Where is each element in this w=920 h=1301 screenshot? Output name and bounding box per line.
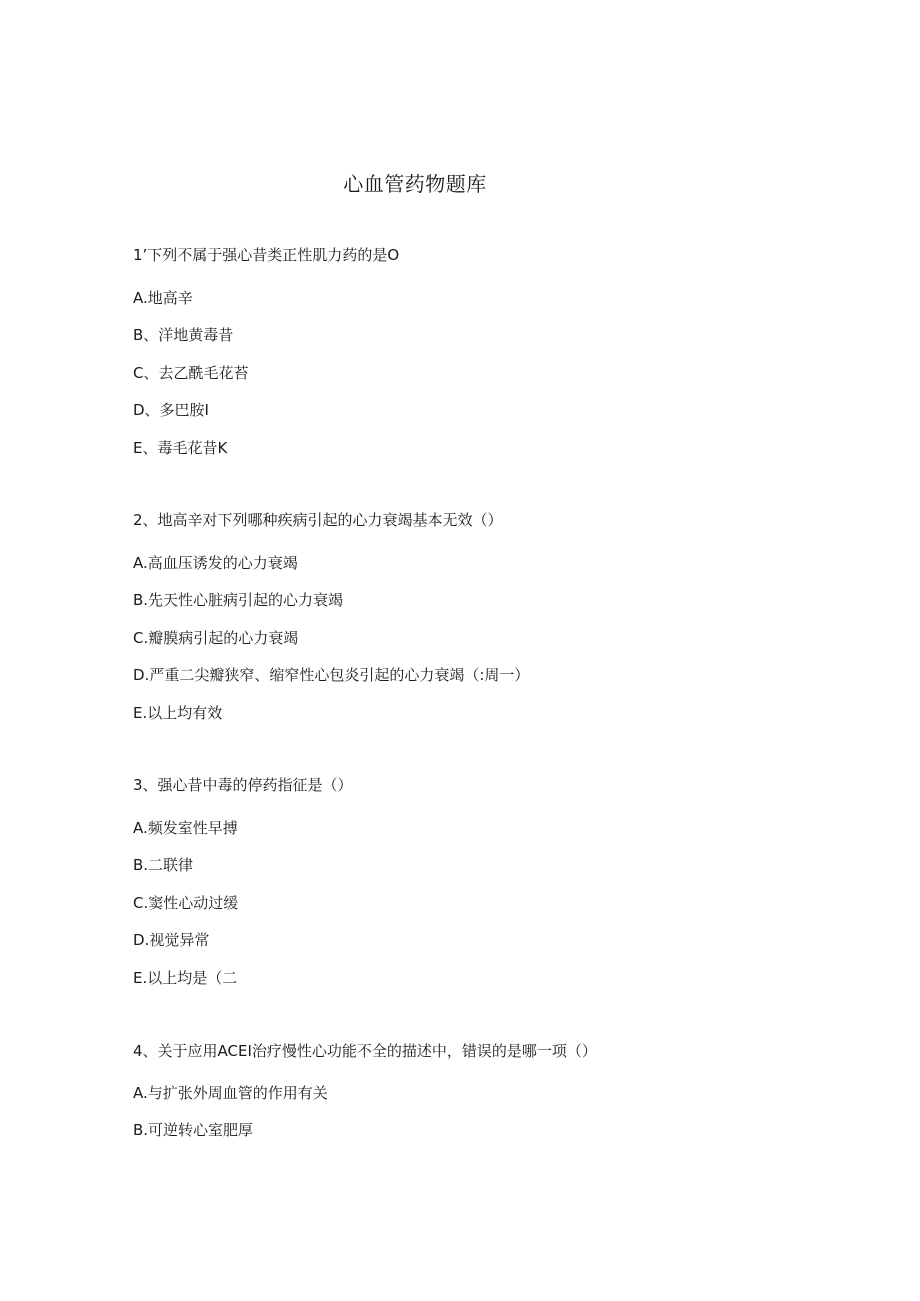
- question-2-option-e: E.以上均有效: [133, 704, 223, 722]
- question-4-option-b: B.可逆转心室肥厚: [133, 1121, 254, 1139]
- question-2-option-d: D.严重二尖瓣狭窄、缩窄性心包炎引起的心力衰竭（:周一）: [133, 666, 530, 684]
- question-1-option-c: C、去乙酰毛花苔: [133, 364, 249, 382]
- question-1-option-e: E、毒毛花昔K: [133, 439, 228, 457]
- question-1-option-b: B、洋地黄毒昔: [133, 326, 234, 344]
- page-title: 心血管药物题库: [343, 172, 487, 196]
- question-1-stem: 1’下列不属于强心昔类正性肌力药的是O: [133, 246, 400, 264]
- question-3-option-e: E.以上均是（二: [133, 969, 238, 987]
- question-3-option-b: B.二联律: [133, 856, 194, 874]
- question-3-option-a: A.频发室性早搏: [133, 819, 238, 837]
- question-3-option-d: D.视觉异常: [133, 931, 210, 949]
- question-1-option-a: A.地高辛: [133, 289, 193, 307]
- question-2-option-a: A.高血压诱发的心力衰竭: [133, 554, 298, 572]
- question-2-stem: 2、地高辛对下列哪种疾病引起的心力衰竭基本无效（）: [133, 511, 503, 529]
- question-4-option-a: A.与扩张外周血管的作用有关: [133, 1084, 328, 1102]
- question-2-option-b: B.先天性心脏病引起的心力衰竭: [133, 591, 344, 609]
- question-1-option-d: D、多巴胺I: [133, 401, 209, 419]
- question-2-option-c: C.瓣膜病引起的心力衰竭: [133, 629, 299, 647]
- question-3-option-c: C.窦性心动过缓: [133, 894, 239, 912]
- question-4-stem: 4、关于应用ACEI治疗慢性心功能不全的描述中，错误的是哪一项（）: [133, 1042, 597, 1060]
- question-3-stem: 3、强心昔中毒的停药指征是（）: [133, 776, 353, 794]
